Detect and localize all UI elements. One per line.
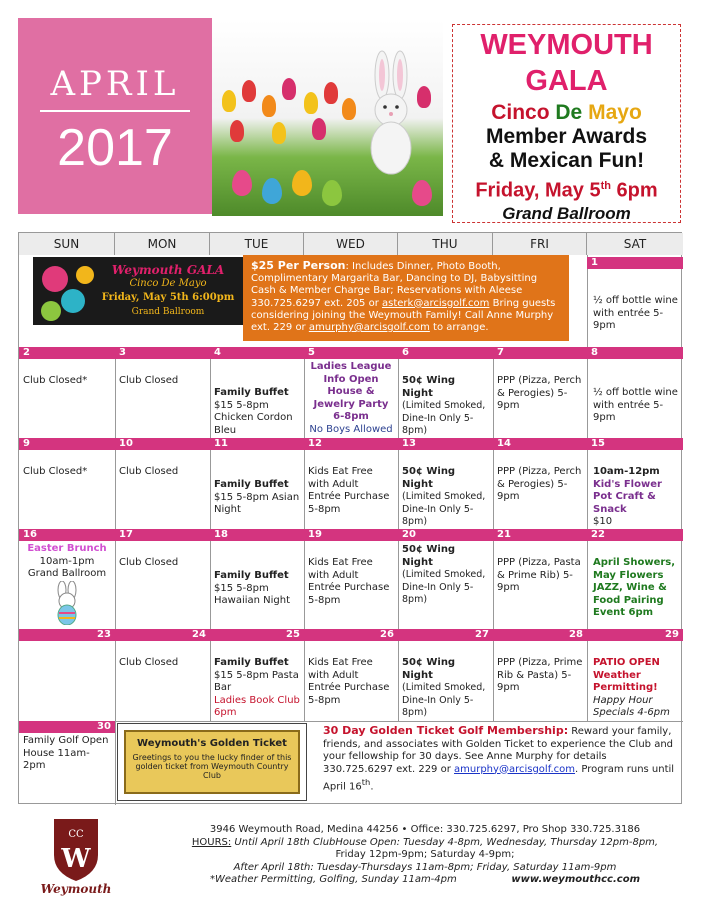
gala-text-2: Bring guests considering joining the Weymouth Family! Call Anne Murphy ext. 229 or: [251, 297, 556, 334]
golden-sup: th: [361, 777, 371, 787]
logo-cc: CC: [68, 829, 84, 840]
event-title: Easter Brunch: [27, 543, 107, 554]
hours-line: After April 18th: Tuesday-Thursdays 11am-8pm; Friday, Saturday 11am-9pm: [233, 861, 617, 873]
tulip: [282, 78, 296, 100]
banner-title: Weymouth GALA: [111, 263, 225, 277]
date-bar: [587, 257, 683, 269]
event-time: 10am-12pm: [593, 466, 660, 477]
tulip: [304, 92, 318, 114]
date-number: 20: [402, 529, 416, 540]
tulip: [230, 120, 244, 142]
event-title: Family Buffet: [214, 570, 289, 581]
day-cell: [210, 385, 304, 439]
hours-line: Until April 18th ClubHouse Open: Tuesday 4-8pm, Wednesday, Thursday 12pm-8pm,: [231, 836, 659, 848]
day-header-wed: WED: [304, 233, 398, 255]
date-number: 27: [475, 629, 489, 640]
date-number: 6: [402, 347, 409, 358]
ticket-title: Weymouth's Golden Ticket: [137, 738, 287, 749]
day-cell: Club Closed: [119, 375, 179, 386]
day-header-tue: TUE: [210, 233, 304, 255]
golden-ticket: [117, 723, 307, 801]
day-cell: [398, 373, 493, 440]
grid-line: [587, 255, 588, 721]
event-detail: (Limited Smoked, Dine-In Only 5-8pm): [402, 400, 486, 436]
tulip: [222, 90, 236, 112]
date-number: 21: [497, 529, 511, 540]
tulip: [342, 98, 356, 120]
day-cell: [398, 464, 493, 531]
event-detail: $15 5-8pm Chicken Cordon Bleu: [214, 399, 293, 436]
date-number: 18: [214, 529, 228, 540]
date-number: 7: [497, 347, 504, 358]
event-detail: (Limited Smoked, Dine-In Only 5-8pm): [402, 569, 486, 605]
day-cell: Family Golf Open House 11am-2pm: [23, 735, 109, 771]
day-cell: Kids Eat Free with Adult Entrée Purchase 5-8pm: [308, 657, 390, 706]
month-label: APRIL: [50, 64, 180, 104]
day-cell: [589, 655, 683, 722]
date-number: 8: [591, 347, 598, 358]
tulip: [324, 82, 338, 104]
hours-line: *Weather Permitting, Golfing, Sunday 11am-4pm: [210, 874, 457, 885]
egg: [232, 170, 252, 196]
day-cell: [210, 477, 304, 519]
event-title: 50¢ Wing Night: [402, 544, 456, 568]
day-cell: [589, 464, 683, 531]
date-number: 11: [214, 438, 228, 449]
day-cell: PPP (Pizza, Perch & Perogies) 5-9pm: [497, 466, 582, 502]
gala-title: WEYMOUTH: [480, 29, 653, 61]
mexican-fun: & Mexican Fun!: [488, 149, 645, 172]
date-number: 1: [591, 257, 598, 268]
day-cell: PPP (Pizza, Prime Rib & Pasta) 5-9pm: [497, 657, 583, 693]
day-header-thu: THU: [398, 233, 493, 255]
bunny-icon: [362, 50, 422, 180]
day-cell: Kids Eat Free with Adult Entrée Purchase 5-8pm: [308, 557, 390, 606]
event-detail: $15 5-8pm Hawaiian Night: [214, 582, 291, 606]
year-label: 2017: [57, 119, 173, 177]
date-number: 4: [214, 347, 221, 358]
date-number: 2: [23, 347, 30, 358]
day-cell: [398, 655, 493, 722]
event-title: Ladies League Info Open House & Jewelry Party 6-8pm: [310, 361, 392, 422]
event-title: 50¢ Wing Night: [402, 657, 456, 681]
hours-line: Friday 12pm-9pm; Saturday 4-9pm;: [335, 849, 515, 860]
day-header-sat: SAT: [587, 233, 683, 255]
banner-venue: Grand Ballroom: [131, 307, 205, 317]
gala-details: [243, 255, 569, 341]
member-awards: Member Awards: [485, 125, 648, 148]
date-number: 22: [591, 529, 605, 540]
day-cell: [19, 541, 115, 631]
date-number: 3: [119, 347, 126, 358]
gala-date: [453, 173, 680, 204]
day-cell: Club Closed: [119, 557, 179, 568]
date-number: 25: [286, 629, 300, 640]
hours-label: HOURS:: [191, 836, 232, 848]
ticket-text: Greetings to you the lucky finder of this golden ticket from Weymouth Country Club: [132, 753, 292, 780]
day-cell: ½ off bottle wine with entrée 5-9pm: [593, 295, 678, 331]
tulip: [242, 80, 256, 102]
date-number: 9: [23, 438, 30, 449]
day-cell: PPP (Pizza, Pasta & Prime Rib) 5-9pm: [497, 557, 581, 593]
event-title: Kid's Flower Pot Craft & Snack: [593, 478, 662, 515]
event-detail: 10am-1pm Grand Ballroom: [27, 555, 107, 579]
date-number: 16: [23, 529, 37, 540]
day-cell: Club Closed: [119, 657, 179, 668]
gala-promo: [452, 24, 681, 223]
egg: [292, 170, 312, 196]
event-title: 50¢ Wing Night: [402, 375, 456, 399]
day-cell: [304, 359, 398, 438]
footer: [190, 824, 660, 887]
gala-venue: Grand Ballroom: [502, 203, 631, 223]
date-number: 17: [119, 529, 133, 540]
day-cell: April Showers, May Flowers JAZZ, Wine & Food Pairing Event 6pm: [593, 557, 676, 618]
day-cell: Kids Eat Free with Adult Entrée Purchase 5-8pm: [308, 466, 390, 515]
golden-text: .: [370, 781, 374, 793]
date-number: 23: [97, 629, 111, 640]
banner-date: Friday, May 5th 6:00pm: [101, 292, 235, 303]
gala-title-2: GALA: [525, 65, 608, 97]
email-link[interactable]: asterk@arcisgolf.com: [382, 297, 490, 309]
date-sup: th: [600, 180, 611, 192]
golden-ticket-desc: [319, 723, 681, 796]
date-number: 28: [569, 629, 583, 640]
date-number: 30: [97, 721, 111, 732]
banner-sub: Cinco De Mayo: [129, 278, 207, 289]
date-number: 13: [402, 438, 416, 449]
date-post: 6pm: [610, 179, 658, 202]
day-header-sun: SUN: [19, 233, 115, 255]
mayo: Mayo: [588, 101, 642, 124]
day-cell: [398, 542, 493, 609]
day-cell: Club Closed: [119, 466, 179, 477]
event-title: Family Buffet: [214, 657, 289, 668]
event-detail: (Limited Smoked, Dine-In Only 5-8pm): [402, 682, 486, 718]
svg-text:W: W: [61, 844, 91, 874]
date-number: 26: [380, 629, 394, 640]
day-cell: Club Closed*: [23, 466, 88, 477]
event-title: Family Buffet: [214, 387, 289, 398]
tulip: [312, 118, 326, 140]
gala-text-3: to arrange.: [429, 322, 489, 334]
gala-banner: [33, 257, 245, 325]
day-cell: [210, 655, 304, 722]
date-pre: Friday, May 5: [475, 179, 601, 202]
day-cell: [210, 568, 304, 610]
event-detail: Ladies Book Club 6pm: [214, 694, 300, 718]
day-header-mon: MON: [115, 233, 210, 255]
month-header: [18, 18, 212, 214]
golden-title: 30 Day Golden Ticket Golf Membership:: [323, 724, 569, 737]
grid-line: [115, 721, 116, 805]
event-title: 50¢ Wing Night: [402, 466, 456, 490]
gala-text-1: : Includes Dinner, Photo Booth, Complimentary Margarita Bar, Dancing to DJ, Babysitting Cash & Member Charge Bar; Reservations with Aleese 330.725.6297 ext. 205 or: [251, 261, 538, 309]
date-number: 19: [308, 529, 322, 540]
event-detail: $15 5-8pm Asian Night: [214, 491, 300, 515]
event-detail: $10: [593, 516, 613, 527]
event-detail: $15 5-8pm Pasta Bar: [214, 669, 299, 693]
date-number: 14: [497, 438, 511, 449]
date-number: 12: [308, 438, 322, 449]
gala-price: $25 Per Person: [251, 259, 346, 272]
day-cell: PPP (Pizza, Perch & Perogies) 5-9pm: [497, 375, 582, 411]
day-header-fri: FRI: [493, 233, 587, 255]
easter-bunny-icon: [47, 581, 87, 625]
logo-text: Weymouth: [40, 882, 112, 896]
day-cell: ½ off bottle wine with entrée 5-9pm: [593, 387, 678, 423]
day-cell: Club Closed*: [23, 375, 88, 386]
event-detail: Happy Hour Specials 4-6pm: [593, 694, 670, 718]
egg: [322, 180, 342, 206]
event-detail: No Boys Allowed: [309, 423, 393, 435]
date-number: 29: [665, 629, 679, 640]
weymouth-logo: [40, 815, 112, 897]
egg: [262, 178, 282, 204]
date-number: 5: [308, 347, 315, 358]
tulip: [272, 122, 286, 144]
egg: [412, 180, 432, 206]
date-number: 10: [119, 438, 133, 449]
date-number: 24: [192, 629, 206, 640]
date-bar: [19, 629, 683, 641]
tulip: [262, 95, 276, 117]
golden-ticket-inner: [124, 730, 300, 794]
event-title: Family Buffet: [214, 479, 289, 490]
event-title: PATIO OPEN Weather Permitting!: [593, 657, 660, 693]
website-link[interactable]: www.weymouthcc.com: [511, 874, 640, 885]
cinco-de-mayo: [453, 101, 680, 125]
cinco: Cinco: [491, 101, 550, 124]
divider: [40, 110, 190, 112]
email-link[interactable]: amurphy@arcisgolf.com: [454, 763, 576, 775]
event-detail: (Limited Smoked, Dine-In Only 5-8pm): [402, 491, 486, 527]
footer-address: 3946 Weymouth Road, Medina 44256 • Office: 330.725.6297, Pro Shop 330.725.3186: [209, 824, 641, 835]
email-link[interactable]: amurphy@arcisgolf.com: [308, 322, 430, 334]
golden-text: Reward your family, friends, and associates with Golden Ticket to experience the Club and your fellowship for 30 days. See Anne Murphy for details 330.725.6297 ext. 229 or: [323, 726, 674, 775]
golden-text: . Program runs until April 16: [323, 763, 675, 793]
grid-line: [19, 721, 683, 722]
calendar: [18, 232, 682, 804]
de: De: [555, 101, 583, 124]
easter-photo: [212, 20, 443, 216]
footer-hours: [190, 837, 660, 850]
date-number: 15: [591, 438, 605, 449]
